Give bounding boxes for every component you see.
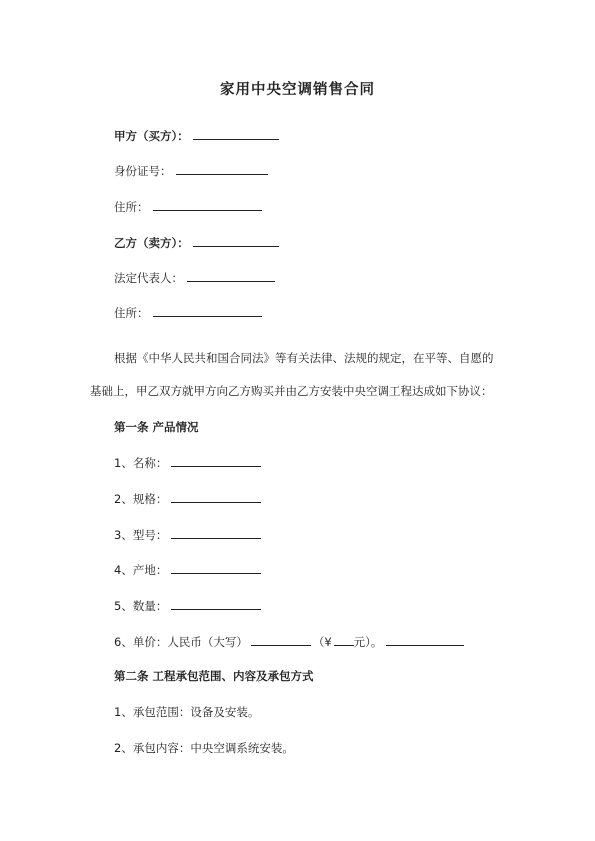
price-paren-close: 元）。	[353, 635, 383, 649]
item-quantity-row	[114, 597, 261, 613]
item-quantity-blank[interactable]	[171, 597, 261, 610]
item-origin-row	[114, 561, 261, 577]
article-2-heading: 第二条 工程承包范围、内容及承包方式	[114, 669, 314, 683]
id-card-row	[114, 162, 268, 178]
address-b-blank[interactable]	[153, 304, 262, 317]
item-price-row	[114, 633, 464, 649]
address-a-blank[interactable]	[153, 198, 262, 211]
item-origin-blank[interactable]	[171, 561, 261, 574]
price-words-blank[interactable]	[251, 633, 311, 646]
legal-rep-row	[114, 269, 275, 285]
item-model-blank[interactable]	[171, 526, 261, 539]
item-name-label: 1、名称：	[114, 456, 168, 470]
item-spec-label: 2、规格：	[114, 492, 168, 506]
item-origin-label: 4、产地：	[114, 563, 168, 577]
price-extra-blank[interactable]	[386, 633, 464, 646]
legal-rep-label: 法定代表人：	[114, 271, 183, 285]
document-title: 家用中央空调销售合同	[220, 82, 375, 98]
party-b-row	[114, 234, 279, 250]
item-model-label: 3、型号：	[114, 528, 168, 542]
address-b-label: 住所：	[114, 306, 149, 320]
item-quantity-label: 5、数量：	[114, 599, 168, 613]
price-number-blank[interactable]	[334, 633, 354, 646]
intro-line-1: 根据《中华人民共和国合同法》等有关法律、法规的规定，在平等、自愿的	[114, 351, 494, 365]
address-b-row	[114, 304, 262, 320]
item-name-row	[114, 454, 261, 470]
item-spec-row	[114, 490, 261, 506]
item-model-row	[114, 526, 261, 542]
id-card-blank[interactable]	[176, 162, 268, 175]
article-1-heading: 第一条 产品情况	[114, 420, 199, 434]
address-a-row	[114, 198, 262, 214]
price-paren-open: （¥	[312, 635, 332, 649]
id-card-label: 身份证号：	[114, 164, 172, 178]
item-spec-blank[interactable]	[171, 490, 261, 503]
legal-rep-blank[interactable]	[187, 269, 275, 282]
intro-line-2: 基础上，甲乙双方就甲方向乙方购买并由乙方安装中央空调工程达成如下协议：	[90, 384, 493, 398]
party-a-row	[114, 127, 279, 143]
party-b-blank[interactable]	[193, 234, 279, 247]
party-a-label: 甲方（买方）：	[114, 129, 189, 143]
party-b-label: 乙方（卖方）：	[114, 236, 189, 250]
item-name-blank[interactable]	[171, 454, 261, 467]
content-row: 2、承包内容：中央空调系统安装。	[114, 741, 294, 755]
party-a-blank[interactable]	[193, 127, 279, 140]
scope-row: 1、承包范围：设备及安装。	[114, 705, 260, 719]
address-a-label: 住所：	[114, 200, 149, 214]
item-price-label: 6、单价：人民币（大写）	[114, 635, 248, 649]
